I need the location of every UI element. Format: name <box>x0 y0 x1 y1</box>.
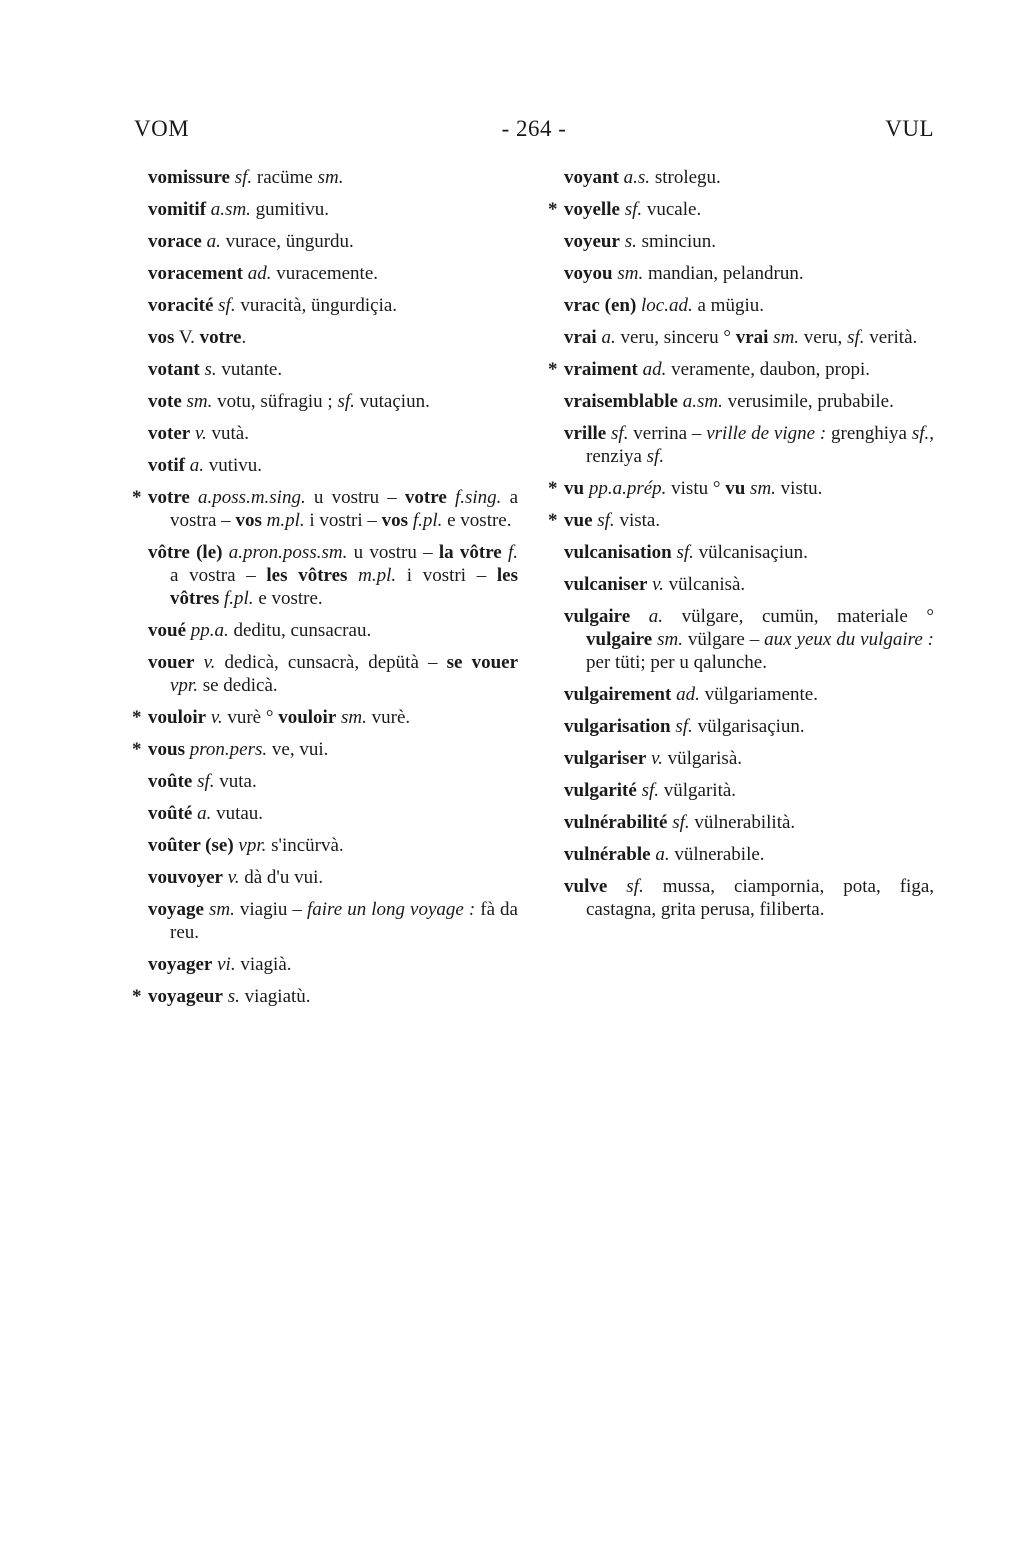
definition-text: vuracemente. <box>271 263 379 284</box>
dictionary-entry <box>148 262 518 285</box>
definition-text: vutaçiun. <box>354 391 430 412</box>
headword: votif <box>148 455 185 476</box>
grammar-label: v. <box>203 652 216 673</box>
grammar-label: sf. <box>646 446 665 467</box>
headword: vulve <box>564 876 608 897</box>
headword: vouer <box>148 652 195 673</box>
definition-text: vülgarità. <box>659 780 737 801</box>
grammar-label: sm. <box>341 707 367 728</box>
headword: vouloir <box>278 707 337 728</box>
grammar-label: s. <box>624 231 637 252</box>
dictionary-entry <box>148 651 518 697</box>
headword: vulgairement <box>564 684 672 705</box>
grammar-label: sf. <box>624 199 643 220</box>
headword: vulgaire <box>586 629 653 650</box>
dictionary-entry <box>548 358 934 381</box>
dictionary-entry <box>564 811 934 834</box>
definition-text <box>607 876 626 897</box>
grammar-label: a. <box>601 327 616 348</box>
grammar-label: sf. <box>337 391 355 412</box>
grammar-label: a. <box>648 606 664 627</box>
headword: vous <box>148 739 185 760</box>
grammar-label: sf. <box>911 423 930 444</box>
dictionary-entry <box>148 541 518 610</box>
headword: vulgarité <box>564 780 637 801</box>
dictionary-entry <box>548 477 934 500</box>
definition-text: ve, vui. <box>267 739 329 760</box>
grammar-label: sf. <box>672 812 690 833</box>
grammar-label: m.pl. <box>266 510 305 531</box>
definition-text: vülgare, cumün, materiale ° <box>663 606 934 627</box>
left-column <box>132 166 519 1017</box>
definition-text: vülcanisaçiun. <box>693 542 808 563</box>
entry-star-marker: * <box>548 199 558 220</box>
definition-text: dà d'u vui. <box>239 867 324 888</box>
dictionary-entry <box>564 843 934 866</box>
definition-text: vülgariamente. <box>699 684 818 705</box>
grammar-label: loc.ad. <box>641 295 693 316</box>
grammar-label: a.poss.m.sing. <box>198 487 306 508</box>
definition-text: verità. <box>864 327 918 348</box>
dictionary-entry <box>132 738 518 761</box>
headword: voué <box>148 620 186 641</box>
definition-text: gumitivu. <box>250 199 330 220</box>
definition-text: vülnerabilità. <box>689 812 796 833</box>
grammar-label: pp.a. <box>190 620 229 641</box>
definition-text: , renziya <box>586 423 934 467</box>
grammar-label: f.pl. <box>224 588 254 609</box>
headword: vraiment <box>564 359 638 380</box>
definition-text <box>630 606 649 627</box>
definition-text: mussa, ciampornia, pota, figa, castagna, grita perusa, filiberta. <box>586 876 934 920</box>
definition-text: se dedicà. <box>197 675 278 696</box>
grammar-label: a. <box>655 844 670 865</box>
dictionary-entry <box>148 326 518 349</box>
grammar-label: sf. <box>234 167 253 188</box>
example-phrase: faire un long voyage : <box>306 899 476 920</box>
definition-text: V. <box>174 327 200 348</box>
headword: se vouer <box>446 652 519 673</box>
definition-text: vistu. <box>775 478 823 499</box>
example-phrase: aux yeux du vulgaire : <box>764 629 934 650</box>
grammar-label: pron.pers. <box>189 739 268 760</box>
grammar-label: s. <box>227 986 240 1007</box>
dictionary-entry <box>148 198 518 221</box>
grammar-label: vpr. <box>170 675 198 696</box>
dictionary-entry <box>564 230 934 253</box>
dictionary-entry <box>564 747 934 770</box>
grammar-label: m.pl. <box>358 565 397 586</box>
dictionary-entry <box>148 619 518 642</box>
entry-star-marker: * <box>548 359 558 380</box>
definition-text: grenghiya <box>826 423 912 444</box>
definition-text: mandian, pelandrun. <box>643 263 804 284</box>
definition-text <box>190 487 198 508</box>
headword: voûté <box>148 803 193 824</box>
grammar-label: a. <box>197 803 212 824</box>
headword: vorace <box>148 231 202 252</box>
dictionary-entry <box>564 422 934 468</box>
grammar-label: sm. <box>617 263 644 284</box>
definition-text: viagiatù. <box>239 986 311 1007</box>
headword: voyant <box>564 167 619 188</box>
grammar-label: f.sing. <box>454 487 502 508</box>
dictionary-entry <box>564 875 934 921</box>
grammar-label: s. <box>204 359 217 380</box>
headword: vulnérable <box>564 844 651 865</box>
page-number: - 264 - <box>501 116 567 141</box>
definition-text: s'incürvà. <box>266 835 344 856</box>
definition-text: vistu ° <box>666 478 726 499</box>
headword: vu <box>564 478 585 499</box>
dictionary-entry <box>148 802 518 825</box>
dictionary-entry <box>148 834 518 857</box>
definition-text: strolegu. <box>650 167 721 188</box>
dictionary-entry <box>148 953 518 976</box>
grammar-label: f. <box>508 542 519 563</box>
grammar-label: f.pl. <box>412 510 443 531</box>
headword: vrille <box>564 423 607 444</box>
grammar-label: pp.a.prép. <box>588 478 667 499</box>
definition-text: vutà. <box>206 423 249 444</box>
example-phrase: vrille de vigne : <box>706 423 827 444</box>
headword: vue <box>564 510 593 531</box>
definition-text: fà da reu. <box>170 899 518 943</box>
definition-text: vista. <box>614 510 661 531</box>
entry-star-marker: * <box>548 478 558 499</box>
dictionary-entry <box>148 454 518 477</box>
dictionary-entry <box>148 230 518 253</box>
definition-text: u vostru – <box>305 487 405 508</box>
header-right-guide-word: VUL <box>885 116 934 141</box>
headword: voyage <box>148 899 204 920</box>
grammar-label: v. <box>194 423 207 444</box>
grammar-label: ad. <box>676 684 700 705</box>
dictionary-entry <box>564 683 934 706</box>
headword: vouloir <box>148 707 207 728</box>
headword: voyelle <box>564 199 620 220</box>
headword: vulgariser <box>564 748 647 769</box>
grammar-label: sf. <box>626 876 644 897</box>
dictionary-entry <box>564 573 934 596</box>
grammar-label: v. <box>210 707 223 728</box>
dictionary-entry <box>564 779 934 802</box>
headword: vote <box>148 391 182 412</box>
headword: voyager <box>148 954 213 975</box>
grammar-label: sf. <box>847 327 865 348</box>
grammar-label: sf. <box>197 771 215 792</box>
grammar-label: vpr. <box>238 835 267 856</box>
headword: vôtre (le) <box>148 542 223 563</box>
definition-text: vutivu. <box>203 455 262 476</box>
definition-text: a vostra – <box>170 565 267 586</box>
headword: vulnérabilité <box>564 812 668 833</box>
entry-star-marker: * <box>548 510 558 531</box>
headword: les vôtres <box>170 565 519 609</box>
definition-text: a vostra – <box>170 487 518 531</box>
definition-text: deditu, cunsacrau. <box>228 620 372 641</box>
definition-text: vurace, üngurdu. <box>220 231 354 252</box>
grammar-label: a. <box>189 455 204 476</box>
dictionary-entry <box>148 166 518 189</box>
definition-text <box>194 652 203 673</box>
headword: vraisemblable <box>564 391 678 412</box>
definition-text: verusimile, prubabile. <box>722 391 894 412</box>
headword: voter <box>148 423 191 444</box>
dictionary-entry <box>148 294 518 317</box>
grammar-label: sf. <box>676 542 694 563</box>
headword: vomissure <box>148 167 230 188</box>
definition-text: i vostri – <box>304 510 382 531</box>
definition-text: racüme <box>252 167 318 188</box>
entry-star-marker: * <box>132 487 142 508</box>
headword: les vôtres <box>266 565 348 586</box>
definition-text: per tüti; per u qalunche. <box>586 652 767 673</box>
headword: voyageur <box>148 986 223 1007</box>
headword: vulgarisation <box>564 716 671 737</box>
grammar-label: sm. <box>317 167 344 188</box>
definition-text: vurè ° <box>222 707 279 728</box>
dictionary-entry <box>564 541 934 564</box>
dictionary-entry <box>564 326 934 349</box>
dictionary-entry <box>148 770 518 793</box>
grammar-label: a. <box>206 231 221 252</box>
grammar-label: sm. <box>186 391 213 412</box>
grammar-label: ad. <box>247 263 272 284</box>
definition-text: vutante. <box>216 359 283 380</box>
definition-text: vülgare – <box>682 629 765 650</box>
grammar-label: sf. <box>675 716 693 737</box>
definition-text: veramente, daubon, propi. <box>666 359 871 380</box>
headword: vulgaire <box>564 606 631 627</box>
entry-star-marker: * <box>132 986 142 1007</box>
definition-text: vurè. <box>366 707 411 728</box>
definition-text: vülcanisà. <box>663 574 746 595</box>
dictionary-entry <box>564 294 934 317</box>
dictionary-entry <box>148 898 518 944</box>
dictionary-entry <box>564 262 934 285</box>
grammar-label: sf. <box>597 510 615 531</box>
page-header <box>134 116 934 150</box>
definition-text: u vostru – <box>347 542 439 563</box>
definition-text: sminciun. <box>636 231 717 252</box>
headword: voyeur <box>564 231 620 252</box>
headword: vos <box>235 510 262 531</box>
headword: votre <box>404 487 447 508</box>
headword: voûte <box>148 771 193 792</box>
headword: vos <box>381 510 409 531</box>
definition-text: e vostre. <box>253 588 323 609</box>
headword: la vôtre <box>438 542 502 563</box>
headword: vu <box>725 478 746 499</box>
dictionary-entry <box>132 486 518 532</box>
grammar-label: sf. <box>611 423 629 444</box>
definition-text: dedicà, cunsacrà, depütà – <box>215 652 447 673</box>
definition-text: vülgarisà. <box>662 748 743 769</box>
entry-star-marker: * <box>132 707 142 728</box>
definition-text <box>447 487 455 508</box>
definition-text <box>347 565 358 586</box>
headword: voûter (se) <box>148 835 234 856</box>
dictionary-entry <box>148 422 518 445</box>
headword: vomitif <box>148 199 207 220</box>
dictionary-entry <box>564 605 934 674</box>
definition-text: . <box>241 327 247 348</box>
grammar-label: a.sm. <box>210 199 251 220</box>
definition-text: vuta. <box>214 771 257 792</box>
dictionary-entry <box>148 866 518 889</box>
right-column <box>548 166 934 930</box>
grammar-label: a.sm. <box>682 391 723 412</box>
definition-text: veru, sinceru ° <box>615 327 736 348</box>
grammar-label: sm. <box>750 478 776 499</box>
definition-text: vülnerabile. <box>669 844 765 865</box>
headword: vrac (en) <box>564 295 637 316</box>
dictionary-entry <box>148 358 518 381</box>
headword: vulcanisation <box>564 542 672 563</box>
grammar-label: sf. <box>218 295 236 316</box>
headword: vrai <box>564 327 597 348</box>
grammar-label: sf. <box>641 780 660 801</box>
headword: votre <box>199 327 242 348</box>
dictionary-entry <box>564 390 934 413</box>
headword: vouvoyer <box>148 867 223 888</box>
grammar-label: a.pron.poss.sm. <box>228 542 348 563</box>
headword: vulcaniser <box>564 574 648 595</box>
definition-text: verrina – <box>628 423 707 444</box>
headword: vrai <box>735 327 769 348</box>
headword: votant <box>148 359 200 380</box>
dictionary-entry <box>564 715 934 738</box>
dictionary-entry <box>132 706 518 729</box>
headword: voracité <box>148 295 214 316</box>
grammar-label: v. <box>652 574 664 595</box>
definition-text: vuracità, üngurdiçia. <box>235 295 398 316</box>
dictionary-entry <box>564 166 934 189</box>
grammar-label: sm. <box>208 899 235 920</box>
dictionary-entry <box>132 985 518 1008</box>
definition-text: vülgarisaçiun. <box>692 716 805 737</box>
definition-text: veru, <box>799 327 848 348</box>
definition-text: i vostri – <box>396 565 497 586</box>
dictionary-entry <box>548 509 934 532</box>
grammar-label: v. <box>651 748 663 769</box>
headword: voyou <box>564 263 613 284</box>
dictionary-entry <box>148 390 518 413</box>
definition-text: viagià. <box>235 954 292 975</box>
headword: vos <box>148 327 175 348</box>
header-left-guide-word: VOM <box>134 116 190 141</box>
grammar-label: a.s. <box>623 167 651 188</box>
definition-text: e vostre. <box>442 510 512 531</box>
definition-text: vucale. <box>642 199 702 220</box>
definition-text: viagiu – <box>234 899 307 920</box>
grammar-label: sm. <box>657 629 683 650</box>
grammar-label: v. <box>227 867 240 888</box>
definition-text: vutau. <box>211 803 264 824</box>
dictionary-entry <box>548 198 934 221</box>
definition-text: a mügiu. <box>692 295 764 316</box>
grammar-label: ad. <box>642 359 667 380</box>
headword: votre <box>148 487 190 508</box>
entry-star-marker: * <box>132 739 142 760</box>
grammar-label: vi. <box>217 954 236 975</box>
grammar-label: sm. <box>773 327 800 348</box>
definition-text: votu, süfragiu ; <box>212 391 338 412</box>
headword: voracement <box>148 263 243 284</box>
